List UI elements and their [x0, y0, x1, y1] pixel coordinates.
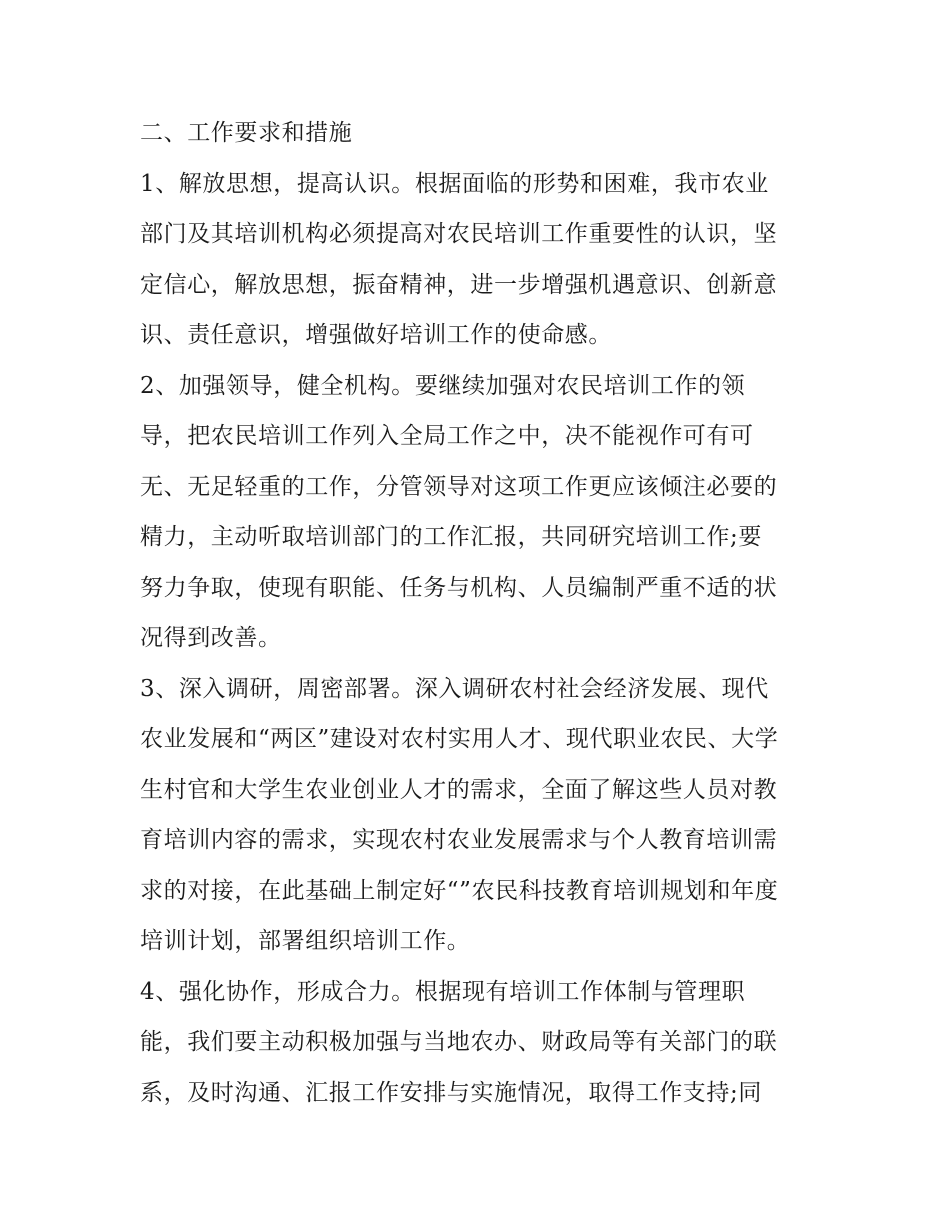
text-line: 3、深入调研，周密部署。深入调研农村社会经济发展、现代 — [140, 675, 769, 702]
paragraph-2 — [140, 361, 820, 664]
text-line: 无、无足轻重的工作，分管领导对这项工作更应该倾注必要的 — [140, 473, 778, 500]
paragraph-4 — [140, 967, 820, 1119]
document-body — [140, 108, 820, 1118]
text-line: 1、解放思想，提高认识。根据面临的形势和困难，我市农业 — [140, 170, 769, 197]
section-heading: 二、工作要求和措施 — [140, 120, 353, 146]
text-line: 能，我们要主动积极加强与当地农办、财政局等有关部门的联 — [140, 1029, 778, 1055]
text-line: 农业发展和“两区”建设对农村实用人才、现代职业农民、大学 — [140, 726, 779, 752]
text-line: 系，及时沟通、汇报工作安排与实施情况，取得工作支持;同 — [140, 1079, 762, 1106]
text-line: 定信心，解放思想，振奋精神，进一步增强机遇意识、创新意 — [140, 271, 778, 298]
text-line: 求的对接，在此基础上制定好“”农民科技教育培训规划和年度 — [140, 877, 779, 904]
paragraph-1 — [140, 159, 820, 361]
paragraph-3 — [140, 664, 820, 967]
text-line: 精力，主动听取培训部门的工作汇报，共同研究培训工作;要 — [140, 524, 762, 550]
text-line: 努力争取，使现有职能、任务与机构、人员编制严重不适的状 — [140, 574, 778, 601]
text-line: 部门及其培训机构必须提高对农民培训工作重要性的认识，坚 — [140, 221, 778, 247]
text-line: 2、加强领导，健全机构。要继续加强对农民培训工作的领 — [140, 372, 746, 399]
text-line: 育培训内容的需求，实现农村农业发展需求与个人教育培训需 — [140, 827, 778, 853]
text-line: 4、强化协作，形成合力。根据现有培训工作体制与管理职 — [140, 978, 746, 1005]
text-line: 培训计划，部署组织培训工作。 — [140, 928, 471, 954]
text-line: 导，把农民培训工作列入全局工作之中，决不能视作可有可 — [140, 423, 754, 449]
text-line: 识、责任意识，增强做好培训工作的使命感。 — [140, 322, 612, 348]
text-line: 况得到改善。 — [140, 625, 282, 651]
text-line: 生村官和大学生农业创业人才的需求，全面了解这些人员对教 — [140, 776, 778, 803]
